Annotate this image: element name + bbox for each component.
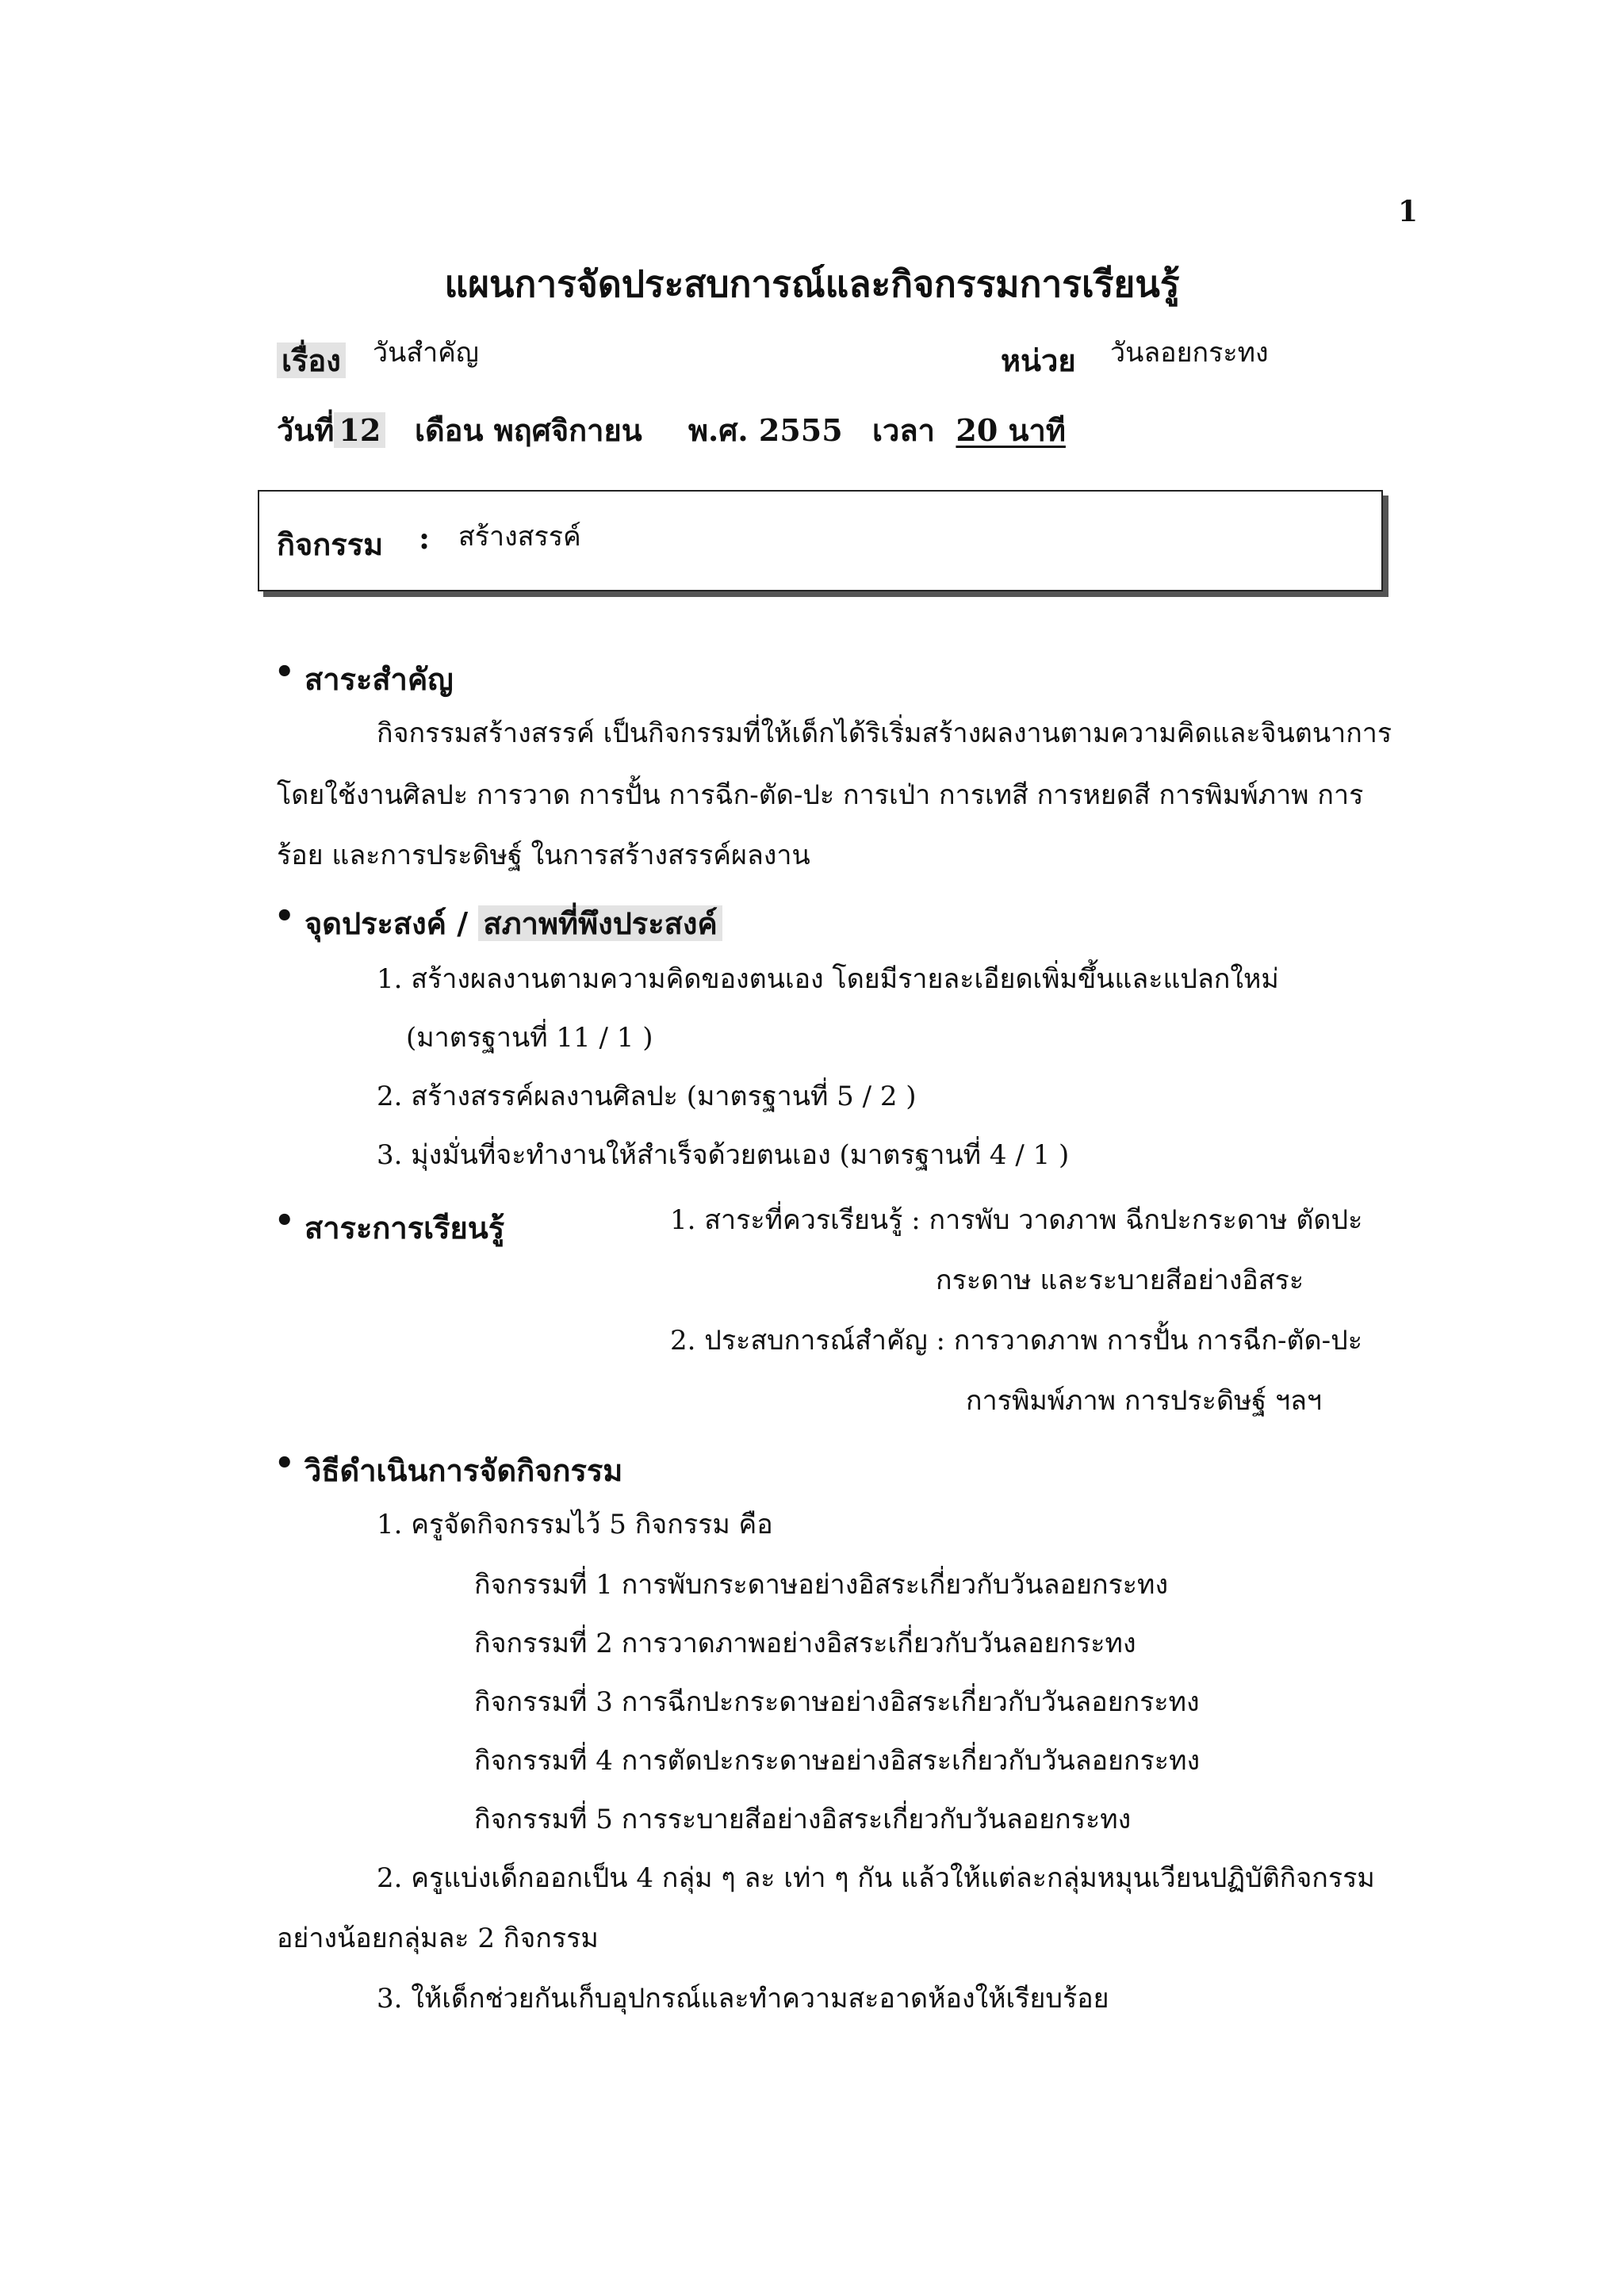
procedure-step: 1. ครูจัดกิจกรรมไว้ 5 กิจกรรม คือ [377, 1509, 773, 1540]
procedure-activity: กิจกรรมที่ 1 การพับกระดาษอย่างอิสระเกี่ยวกับวันลอยกระทง [474, 1569, 1169, 1601]
learning-content-heading: สาระการเรียนรู้ [304, 1210, 505, 1246]
activity-value: สร้างสรรค์ [458, 521, 581, 553]
key-concept-line: โดยใช้งานศิลปะ การวาด การปั้น การฉีก-ตัด-ปะ การเป่า การเทสี การหยดสี การพิมพ์ภาพ การ [277, 779, 1364, 811]
page-number: 1 [1398, 195, 1419, 228]
learning-content-item: 1. สาระที่ควรเรียนรู้ : การพับ วาดภาพ ฉีกปะกระดาษ ตัดปะ [670, 1204, 1363, 1236]
procedure-step: อย่างน้อยกลุ่มละ 2 กิจกรรม [277, 1923, 599, 1954]
key-concept-heading: สาระสำคัญ [304, 661, 454, 697]
date-line: วันที่ 12 [277, 406, 385, 454]
activity-label: กิจกรรม [277, 526, 384, 562]
procedure-step: 2. ครูแบ่งเด็กออกเป็น 4 กลุ่ม ๆ ละ เท่า ๆ กัน แล้วให้แต่ละกลุ่มหมุนเวียนปฏิบัติกิจกรรม [377, 1862, 1375, 1894]
bullet: • [274, 1445, 295, 1482]
procedure-step: 3. ให้เด็กช่วยกันเก็บอุปกรณ์และทำความสะอาดห้องให้เรียบร้อย [377, 1983, 1109, 2015]
objective-item: 3. มุ่งมั่นที่จะทำงานให้สำเร็จด้วยตนเอง (มาตรฐานที่ 4 / 1 ) [377, 1139, 1070, 1171]
procedure-heading: วิธีดำเนินการจัดกิจกรรม [304, 1452, 623, 1488]
learning-content-item: 2. ประสบการณ์สำคัญ : การวาดภาพ การปั้น การฉีก-ตัด-ปะ [670, 1325, 1362, 1357]
year-field: พ.ศ. 2555 [688, 412, 843, 448]
page-title: แผนการจัดประสบการณ์และกิจกรรมการเรียนรู้ [444, 262, 1180, 305]
activity-colon: : [419, 520, 431, 556]
bullet: • [274, 653, 295, 691]
learning-content-item: กระดาษ และระบายสีอย่างอิสระ [936, 1265, 1304, 1296]
objectives-heading: จุดประสงค์ / สภาพที่พึงประสงค์ [304, 899, 722, 947]
month-field: เดือน พฤศจิกายน [415, 412, 642, 448]
procedure-activity: กิจกรรมที่ 5 การระบายสีอย่างอิสระเกี่ยวกับวันลอยกระทง [474, 1804, 1132, 1835]
key-concept-line: ร้อย และการประดิษฐ์ ในการสร้างสรรค์ผลงาน [277, 840, 810, 871]
topic-value: วันสำคัญ [373, 337, 479, 369]
objective-item: 2. สร้างสรรค์ผลงานศิลปะ (มาตรฐานที่ 5 / 2 ) [377, 1081, 917, 1112]
learning-content-item: การพิมพ์ภาพ การประดิษฐ์ ฯลฯ [966, 1385, 1323, 1417]
bullet: • [274, 897, 295, 935]
procedure-activity: กิจกรรมที่ 2 การวาดภาพอย่างอิสระเกี่ยวกับวันลอยกระทง [474, 1628, 1136, 1659]
procedure-activity: กิจกรรมที่ 4 การตัดปะกระดาษอย่างอิสระเกี่ยวกับวันลอยกระทง [474, 1745, 1201, 1777]
objective-item: 1. สร้างผลงานตามความคิดของตนเอง โดยมีรายละเอียดเพิ่มขึ้นและแปลกใหม่ [377, 963, 1279, 995]
objective-item: (มาตรฐานที่ 11 / 1 ) [406, 1022, 653, 1054]
time-field: เวลา 20 นาที [872, 412, 1066, 448]
unit-label: หน่วย [1001, 342, 1076, 378]
topic-label: เรื่อง [277, 336, 346, 385]
key-concept-line: กิจกรรมสร้างสรรค์ เป็นกิจกรรมที่ให้เด็กได้ริเริ่มสร้างผลงานตามความคิดและจินตนาการ [377, 718, 1392, 749]
procedure-activity: กิจกรรมที่ 3 การฉีกปะกระดาษอย่างอิสระเกี่ยวกับวันลอยกระทง [474, 1686, 1200, 1718]
bullet: • [274, 1202, 295, 1239]
unit-value: วันลอยกระทง [1110, 337, 1269, 369]
